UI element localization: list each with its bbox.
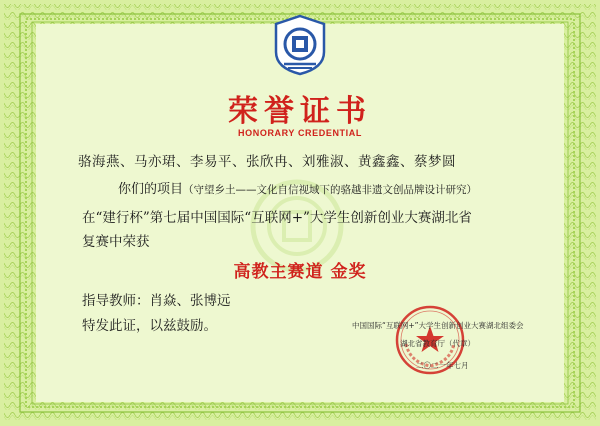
project-detail: （守望乡土——文化自信视域下的骆越非遗文创品牌设计研究） (183, 184, 478, 196)
issuer-text: 中国国际“互联网+”大学生创新创业大赛湖北组委会 (352, 321, 524, 330)
issue-date: 二〇二一年七月 (416, 361, 469, 370)
award-text: 高教主赛道 金奖 (233, 262, 367, 282)
issuer-sub-text: 湖北省教育厅（代章） (400, 339, 475, 348)
project-line (118, 178, 477, 197)
certificate-subtitle: HONORARY CREDENTIAL (238, 128, 362, 138)
certificate-title: 荣誉证书 (228, 94, 372, 129)
closing-text: 特发此证，以兹鼓励。 (82, 318, 217, 334)
project-prefix: 你们的项目 (118, 182, 184, 197)
supervisor-label: 指导教师： (82, 293, 150, 309)
recipient-names: 骆海燕、马亦珺、李易平、张欣冉、刘雅淑、黄鑫鑫、蔡梦圆 (78, 154, 456, 170)
result-text: 复赛中荣获 (82, 234, 150, 250)
university-emblem-icon (272, 14, 328, 76)
supervisor-names: 肖焱、张博远 (149, 293, 231, 309)
competition-text: 在“建行杯”第七届中国国际“互联网+”大学生创新创业大赛湖北省 (82, 210, 472, 226)
supervisor-line (82, 289, 231, 309)
